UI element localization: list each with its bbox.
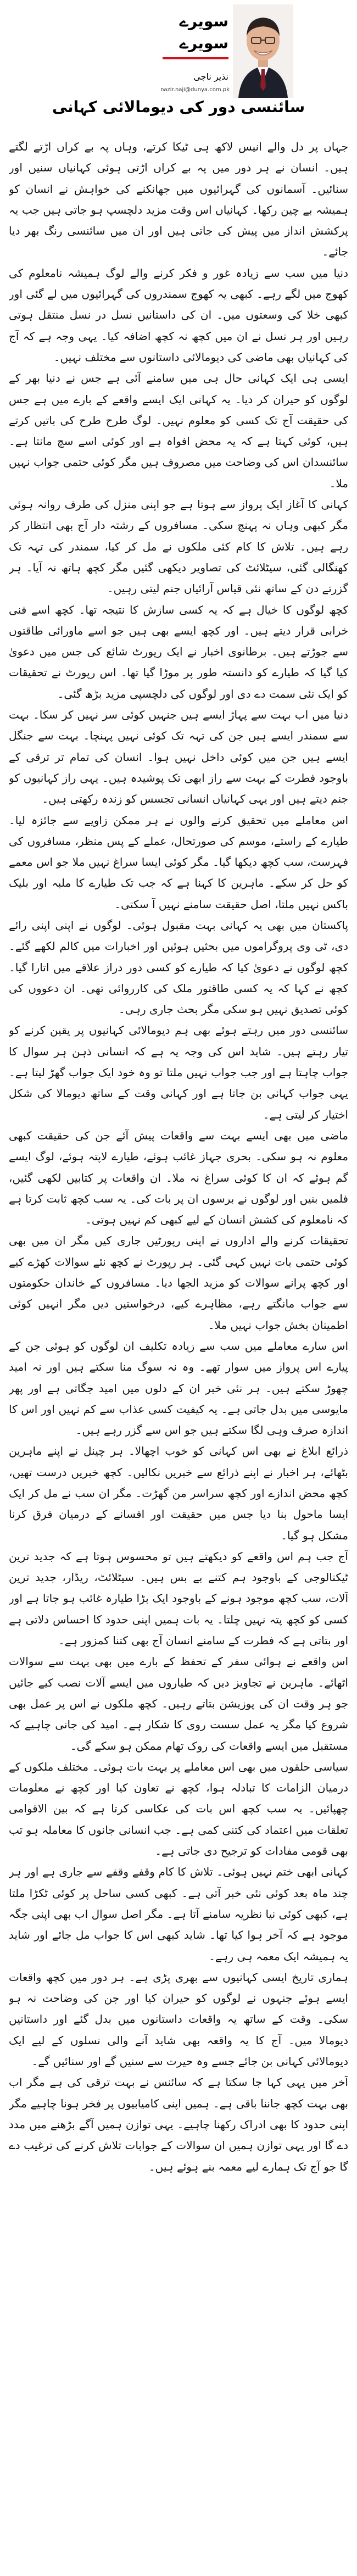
- article-paragraph: ذرائع ابلاغ نے بھی اس کہانی کو خوب اچھالا۔ ہر چینل نے اپنے ماہرین بٹھائے، ہر اخبار نے اپنے ذرائع سے خبریں نکالیں۔ کچھ خبریں درست تھیں، کچھ محض اندازے اور کچھ سراسر من گھڑت۔ مگر ان سب نے مل کر ایک ایسا ماحول بنا دیا جس میں حقیقت اور افسانے کے درمیان فرق کرنا مشکل ہو گیا۔: [9, 1444, 348, 1542]
- article-paragraph: دنیا میں اب بہت سے پہاڑ ایسے ہیں جنہیں کوئی سر نہیں کر سکا۔ بہت سے سمندر ایسے ہیں جن کی تہہ تک کوئی نہیں پہنچا۔ بہت سے جنگل ایسے ہیں جن میں کوئی داخل نہیں ہوا۔ انسان کی تمام تر ترقی کے باوجود فطرت کے بہت سے راز ابھی تک پوشیدہ ہیں۔ یہی راز کہانیوں کو جنم دیتے ہیں اور یہی کہانیاں انسانی تجسس کو زندہ رکھتی ہیں۔: [9, 708, 348, 806]
- article-paragraph: کچھ لوگوں کا خیال ہے کہ یہ کسی سازش کا نتیجہ تھا۔ کچھ اسے فنی خرابی قرار دیتے ہیں۔ اور کچھ ایسے بھی ہیں جو اسے ماورائی طاقتوں سے جوڑتے ہیں۔ برطانوی اخبار نے ایک رپورٹ شائع کی جس میں دعویٰ کیا گیا کہ طیارے کو دانستہ طور پر موڑا گیا تھا۔ اس رپورٹ نے تحقیقات کو ایک نئی سمت دے دی اور لوگوں کی دلچسپی مزید بڑھ گئی۔: [9, 603, 348, 700]
- article-body: [9, 136, 348, 2564]
- article-paragraph: اس معاملے میں تحقیق کرنے والوں نے ہر ممکن زاویے سے جائزہ لیا۔ طیارے کے راستے، موسم کی صورتحال، عملے کے پس منظر، مسافروں کی فہرست، سب کچھ دیکھا گیا۔ مگر کوئی ایسا سراغ نہیں ملا جو اس معمے کو حل کر سکے۔ ماہرین کا کہنا ہے کہ جب تک طیارے کا ملبہ اور بلیک باکس نہیں ملتا، اصل حقیقت سامنے نہیں آ سکتی۔: [9, 813, 348, 911]
- logo-line-1: سویرے: [179, 12, 228, 30]
- article-paragraph: آج جب ہم اس واقعے کو دیکھتے ہیں تو محسوس ہوتا ہے کہ جدید ترین ٹیکنالوجی کے باوجود ہم کتنے بے بس ہیں۔ سیٹلائٹ، ریڈار، جدید ترین آلات، سب کچھ موجود ہونے کے باوجود ایک بڑا طیارہ غائب ہو جاتا ہے اور کسی کو کچھ پتہ نہیں چلتا۔ یہ بات ہمیں اپنی حدود کا احساس دلاتی ہے اور بتاتی ہے کہ فطرت کے سامنے انسان آج بھی کتنا کمزور ہے۔: [9, 1549, 348, 1648]
- author-photo-illustration: [233, 4, 293, 98]
- article-paragraph: آخر میں یہی کہا جا سکتا ہے کہ سائنس نے بہت ترقی کی ہے مگر اب بھی بہت کچھ جاننا باقی ہے۔ ہمیں اپنی کامیابیوں پر فخر ہونا چاہیے مگر اپنی حدود کا بھی ادراک رکھنا چاہیے۔ یہی توازن ہمیں آگے بڑھنے میں مدد دے گا اور یہی توازن ہمیں ان سوالات کے جوابات تلاش کرنے کی ترغیب دے گا جو آج تک ہمارے لیے معمہ بنے ہوئے ہیں۔: [9, 2076, 348, 2173]
- article-headline: سائنسی دور کی دیومالائی کہانی: [52, 98, 305, 116]
- article-paragraph: پاکستان میں بھی یہ کہانی بہت مقبول ہوئی۔ لوگوں نے اپنی اپنی رائے دی، ٹی وی پروگراموں میں بحثیں ہوئیں اور اخبارات میں کالم لکھے گئے۔ کچھ لوگوں نے دعویٰ کیا کہ طیارے کو کسی دور دراز علاقے میں اتارا گیا۔ کچھ نے کہا کہ یہ کسی طاقتور ملک کی کارروائی تھی۔ ان دعووں کی کوئی تصدیق نہیں ہو سکی مگر بحث جاری رہی۔: [9, 918, 348, 1016]
- column-logo: [163, 11, 228, 66]
- article-paragraph: کہانی کا آغاز ایک پرواز سے ہوتا ہے جو اپنی منزل کی طرف روانہ ہوئی مگر کبھی وہاں نہ پہنچ سکی۔ مسافروں کے رشتہ دار آج بھی انتظار کر رہے ہیں۔ تلاش کا کام کئی ملکوں نے مل کر کیا، سمندر کی تہہ تک کھنگالی گئی، سیٹلائٹ کی تصاویر دیکھی گئیں مگر کچھ ہاتھ نہ آیا۔ ہر گزرتے دن کے ساتھ نئی قیاس آرائیاں جنم لیتی رہیں۔: [9, 498, 348, 596]
- article-paragraph: دنیا میں سب سے زیادہ غور و فکر کرنے والے لوگ ہمیشہ نامعلوم کی کھوج میں لگے رہے۔ کبھی یہ کھوج سمندروں کی گہرائیوں میں لے گئی اور کبھی خلا کی وسعتوں میں۔ ان کی داستانیں نسل در نسل منتقل ہوتی رہیں اور ہر نسل نے ان میں کچھ نہ کچھ اضافہ کیا۔ یہی وجہ ہے کہ آج کی کہانیاں بھی ماضی کی دیومالائی داستانوں سے مختلف نہیں۔: [9, 266, 348, 364]
- logo-accent-bar: [163, 57, 228, 59]
- article-paragraph: ماضی میں بھی ایسے بہت سے واقعات پیش آئے جن کی حقیقت کبھی معلوم نہ ہو سکی۔ بحری جہاز غائب ہوئے، طیارے لاپتہ ہوئے، لوگ ایسے گم ہوئے کہ ان کا کوئی سراغ نہ ملا۔ ان واقعات پر کتابیں لکھی گئیں، فلمیں بنیں اور لوگوں نے برسوں ان پر بات کی۔ یہ سب کچھ ثابت کرتا ہے کہ نامعلوم کی کشش انسان کے لیے کبھی کم نہیں ہوتی۔: [9, 1128, 348, 1227]
- author-name: نذیر ناجی: [193, 71, 228, 82]
- article-paragraph: تحقیقات کرنے والے اداروں نے اپنی رپورٹیں جاری کیں مگر ان میں بھی کوئی حتمی بات نہیں کہی گئی۔ ہر رپورٹ نے کچھ نئے سوالات کھڑے کیے اور کچھ پرانے سوالات کو مزید الجھا دیا۔ مسافروں کے خاندان حکومتوں سے جواب مانگتے رہے، مظاہرے کیے، درخواستیں دیں مگر انہیں کوئی اطمینان بخش جواب نہیں ملا۔: [9, 1234, 348, 1332]
- article-paragraph: ہماری تاریخ ایسی کہانیوں سے بھری پڑی ہے۔ ہر دور میں کچھ واقعات ایسے ہوئے جنہوں نے لوگوں کو حیران کیا اور جن کی وضاحت نہ ہو سکی۔ وقت کے ساتھ یہ واقعات داستانوں میں بدل گئے اور داستانیں دیومالا میں۔ آج کا یہ واقعہ بھی شاید آنے والی نسلوں کے لیے ایک دیومالائی کہانی بن جائے جسے وہ حیرت سے سنیں گے اور سنائیں گے۔: [9, 1970, 348, 2068]
- logo-line-2: سویرے: [179, 34, 228, 52]
- article-paragraph: سیاسی حلقوں میں بھی اس معاملے پر بہت بات ہوئی۔ مختلف ملکوں کے درمیان الزامات کا تبادلہ ہوا، کچھ نے تعاون کیا اور کچھ نے معلومات چھپائیں۔ یہ سب کچھ اس بات کی عکاسی کرتا ہے کہ بین الاقوامی تعلقات میں اعتماد کی کتنی کمی ہے۔ جب انسانی جانوں کا معاملہ ہو تب بھی قومی مفادات کو ترجیح دی جاتی ہے۔: [9, 1760, 348, 1858]
- article-paragraph: کہانی ابھی ختم نہیں ہوئی۔ تلاش کا کام وقفے وقفے سے جاری ہے اور ہر چند ماہ بعد کوئی نئی خبر آتی ہے۔ کبھی کسی ساحل پر کوئی ٹکڑا ملتا ہے، کبھی کوئی نیا نظریہ سامنے آتا ہے۔ مگر اصل سوال اب بھی اپنی جگہ موجود ہے کہ آخر ہوا کیا تھا۔ شاید کبھی اس کا جواب مل جائے اور شاید یہ ہمیشہ ایک معمہ ہی رہے۔: [9, 1865, 348, 1963]
- article-paragraph: اس واقعے نے ہوائی سفر کے تحفظ کے بارے میں بھی بہت سے سوالات اٹھائے۔ ماہرین نے تجاویز دیں کہ طیاروں میں ایسے آلات نصب کیے جائیں جو ہر وقت ان کی پوزیشن بتاتے رہیں۔ کچھ ملکوں نے اس پر عمل بھی شروع کیا مگر یہ عمل سست روی کا شکار ہے۔ امید کی جانی چاہیے کہ مستقبل میں ایسے واقعات کی روک تھام ممکن ہو سکے گی۔: [9, 1655, 348, 1752]
- article-paragraph: جہاں پر دل والے انیس لاکھ ہی ٹیکا کرتے، وہاں پہ بے کراں اڑتے لگتے ہیں۔ انسان نے ہر دور میں پہ بے کراں اڑتی ہوئی کہانیاں سنیں اور سنائیں۔ آسمانوں کی گہرائیوں میں جھانکنے کی خواہش نے انسان کو ہمیشہ بے چین رکھا۔ کہانیاں اس وقت مزید دلچسپ ہو جاتی ہیں جب یہ پرکشش انداز میں پیش کی جاتی ہیں اور ان میں سائنسی رنگ بھر دیا جائے۔: [9, 140, 348, 259]
- article-paragraph: ایسی ہی ایک کہانی حال ہی میں سامنے آئی ہے جس نے دنیا بھر کے لوگوں کو حیران کر دیا۔ یہ کہانی ایک ایسے واقعے کے بارے میں ہے جس کی حقیقت آج تک کسی کو معلوم نہیں۔ لوگ طرح طرح کی باتیں کرتے ہیں، کوئی کہتا ہے کہ یہ محض افواہ ہے اور کوئی اسے سچ مانتا ہے۔ سائنسدان اس کی وضاحت میں مصروف ہیں مگر کوئی حتمی جواب نہیں ملا۔: [9, 371, 348, 490]
- author-email: nazir.naji@dunya.com.pk: [160, 87, 230, 93]
- author-photo: [233, 4, 293, 98]
- article-paragraph: سائنسی دور میں رہتے ہوئے بھی ہم دیومالائی کہانیوں پر یقین کرنے کو تیار رہتے ہیں۔ شاید اس کی وجہ یہ ہے کہ انسانی ذہن ہر سوال کا جواب چاہتا ہے اور جب جواب نہیں ملتا تو وہ خود ایک جواب گھڑ لیتا ہے۔ یہی جواب کہانی بن جاتا ہے اور کہانی وقت کے ساتھ دیومالا کی شکل اختیار کر لیتی ہے۔: [9, 1023, 348, 1121]
- article-paragraph: اس سارے معاملے میں سب سے زیادہ تکلیف ان لوگوں کو ہوئی جن کے پیارے اس پرواز میں سوار تھے۔ وہ نہ سوگ منا سکتے ہیں اور نہ امید چھوڑ سکتے ہیں۔ ہر نئی خبر ان کے دلوں میں امید جگاتی ہے اور پھر مایوسی میں بدل جاتی ہے۔ یہ کیفیت کسی عذاب سے کم نہیں اور اس کا اندازہ صرف وہی لگا سکتے ہیں جو اس سے گزر رہے ہیں۔: [9, 1339, 348, 1437]
